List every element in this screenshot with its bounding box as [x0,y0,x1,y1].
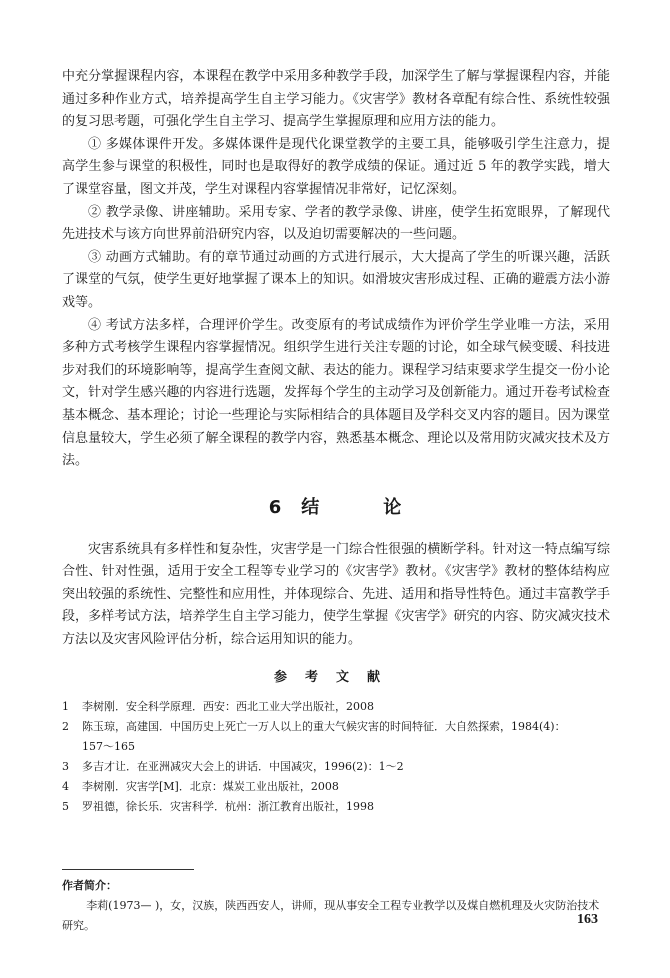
body-paragraph-multimedia: ① 多媒体课件开发。多媒体课件是现代化课堂教学的主要工具，能够吸引学生注意力，提高学生参与课堂的积极性，同时也是取得好的教学成绩的保证。通过近 5 年的教学实践，增大了课堂容量，图文并茂，学生对课程内容掌握情况非常好，记忆深刻。 [62,136,610,197]
author-bio: 李莉(1973— )，女，汉族，陕西西安人，讲师，现从事安全工程专业教学以及煤自燃机理及火灾防治技术研究。 [62,898,600,932]
conclusion-paragraph: 灾害系统具有多样性和复杂性，灾害学是一门综合性很强的横断学科。针对这一特点编写综合性、针对性强，适用于安全工程等专业学习的《灾害学》教材。《灾害学》教材的整体结构应突出较强的系统性、完整性和应用性，并体现综合、先进、适用和指导性特色。通过丰富教学手段，多样考试方法，培养学生自主学习能力，使学生掌握《灾害学》研究的内容、防灾减灾技术方法以及灾害风险评估分析，综合运用知识的能力。 [62,541,610,648]
reference-number: 3 [62,759,69,773]
section-title-char-1: 结 [301,496,322,518]
author-heading: 作者简介： [62,878,117,892]
page-content [62,66,610,936]
reference-item [62,717,610,737]
reference-number: 5 [62,799,69,813]
reference-text: 陈玉琼，高建国．中国历史上死亡一万人以上的重大气候灾害的时间特征．大自然探索，1984(4)： [82,719,566,733]
reference-number: 1 [62,699,69,713]
section-title-char-2: 论 [383,496,404,518]
reference-text: 多吉才让．在亚洲减灾大会上的讲话．中国减灾，1996(2)：1～2 [82,759,404,773]
reference-text: 罗祖德，徐长乐．灾害科学．杭州：浙江教育出版社，1998 [82,799,374,813]
body-paragraph-video: ② 教学录像、讲座辅助。采用专家、学者的教学录像、讲座，使学生拓宽眼界，了解现代先进技术与该方向世界前沿研究内容，以及迫切需要解决的一些问题。 [62,204,610,243]
reference-continuation: 157～165 [82,739,135,753]
footnote-divider [62,869,194,870]
body-paragraph-exam: ④ 考试方法多样，合理评价学生。改变原有的考试成绩作为评价学生学业唯一方法，采用多种方式考核学生课程内容掌握情况。组织学生进行关注专题的讨论，如全球气候变暖、科技进步对我们的环境影响等，提高学生查阅文献、表达的能力。课程学习结束要求学生提交一份小论文，针对学生感兴趣的内容进行选题，发挥每个学生的主动学习及创新能力。通过开卷考试检查基本概念、基本理论；讨论一些理论与实际相结合的具体题目及学科交叉内容的题目。因为课堂信息量较大，学生必须了解全课程的教学内容，熟悉基本概念、理论以及常用防灾减灾技术及方法。 [62,317,610,469]
references-list [62,697,610,817]
reference-item [62,777,610,797]
reference-item [62,757,610,777]
section-heading [62,493,610,519]
page-number: 163 [577,912,598,927]
section-number: 6 [268,496,284,518]
reference-number: 2 [62,719,69,733]
reference-item [62,697,610,717]
body-paragraph-animation: ③ 动画方式辅助。有的章节通过动画的方式进行展示，大大提高了学生的听课兴趣，活跃了课堂的气氛，使学生更好地掌握了课本上的知识。如滑坡灾害形成过程、正确的避震方法小游戏等。 [62,249,610,310]
reference-item [62,797,610,817]
reference-number: 4 [62,779,69,793]
reference-text: 李树刚．安全科学原理．西安：西北工业大学出版社，2008 [82,699,374,713]
reference-text: 李树刚．灾害学[M]．北京：煤炭工业出版社，2008 [82,779,339,793]
references-heading: 参考文献 [273,669,398,685]
body-paragraph-1: 中充分掌握课程内容，本课程在教学中采用多种教学手段，加深学生了解与掌握课程内容，并能通过多种作业方式，培养提高学生自主学习能力。《灾害学》教材各章配有综合性、系统性较强的复习思考题，可强化学生自主学习、提高学生掌握原理和应用方法的能力。 [62,69,610,130]
